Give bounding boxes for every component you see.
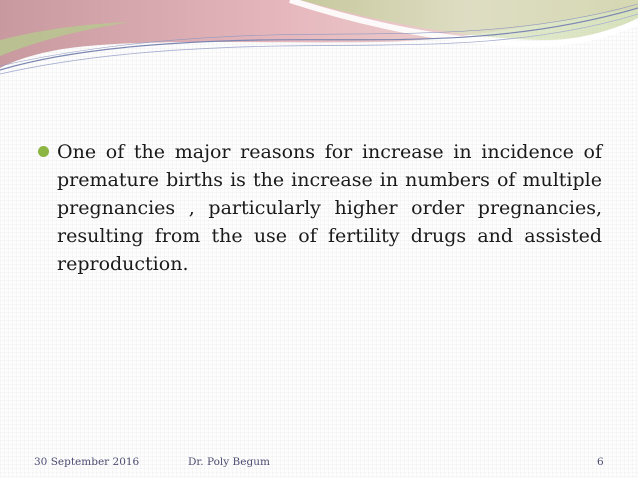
footer-page-number: 6 xyxy=(597,456,604,468)
footer-date: 30 September 2016 xyxy=(34,456,140,468)
header-swoosh-decoration xyxy=(0,0,638,80)
bullet-text: One of the major reasons for increase in incidence of premature births is the increase in numbers of multiple pregnancies , particularly higher order pregnancies, resulting from the use of fertility drugs and assisted reproduction. xyxy=(57,141,602,275)
bullet-icon xyxy=(38,146,49,157)
slide-body xyxy=(38,138,602,278)
footer-author: Dr. Poly Begum xyxy=(188,456,270,468)
bullet-item xyxy=(38,138,602,278)
